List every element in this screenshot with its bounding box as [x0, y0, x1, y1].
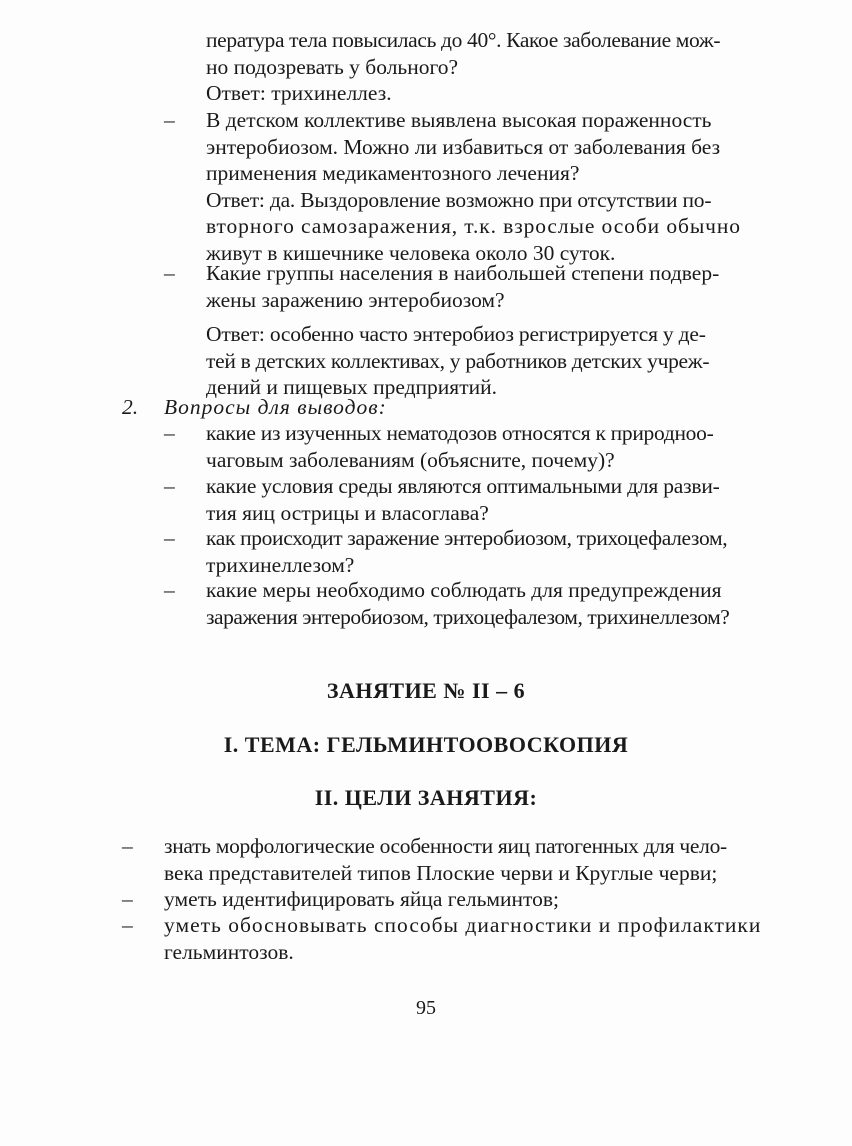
- section-number: 2.: [122, 395, 139, 419]
- text-line: какие условия среды являются оптимальными для разви-: [206, 474, 720, 498]
- text-line: какие из изученных нематодозов относятся к природноо-: [206, 421, 714, 445]
- text-line: жены заражению энтеробиозом?: [206, 287, 505, 312]
- text-line: тия яиц острицы и власоглава?: [206, 500, 489, 525]
- list-dash: –: [164, 578, 175, 602]
- text-line: применения медикаментозного лечения?: [206, 161, 580, 185]
- text-line: гельминтозов.: [164, 939, 294, 964]
- text-line: уметь идентифицировать яйца гельминтов;: [164, 887, 559, 911]
- lesson-title: ЗАНЯТИЕ № II – 6: [326, 678, 526, 703]
- list-dash: –: [122, 834, 133, 858]
- topic-heading: I. ТЕМА: ГЕЛЬМИНТООВОСКОПИЯ: [223, 732, 629, 757]
- text-line: века представителей типов Плоские черви и Круглые черви;: [164, 860, 718, 885]
- text-line: В детском коллективе выявлена высокая пораженность: [206, 108, 712, 132]
- page-number: 95: [416, 997, 436, 1019]
- text-line: знать морфологические особенности яиц патогенных для чело-: [164, 834, 727, 858]
- text-line: энтеробиозом. Можно ли избавиться от заболевания без: [206, 134, 721, 159]
- list-dash: –: [122, 887, 133, 911]
- list-dash: –: [164, 474, 175, 498]
- list-dash: –: [164, 526, 175, 550]
- text-line: Какие группы населения в наибольшей степени подвер-: [206, 261, 720, 285]
- goal-item: [164, 912, 762, 965]
- question-item: [206, 260, 728, 401]
- answer-line: дений и пищевых предприятий.: [206, 375, 497, 399]
- conclusion-item: [206, 525, 728, 578]
- list-dash: –: [164, 421, 175, 445]
- question-continuation: [206, 27, 728, 107]
- section-title: Вопросы для выводов:: [164, 395, 387, 419]
- conclusion-item: [206, 420, 728, 473]
- conclusion-item: [206, 577, 736, 630]
- list-dash: –: [122, 913, 133, 937]
- answer-line: Ответ: особенно часто энтеробиоз регистрируется у де-: [206, 322, 706, 346]
- answer-line: вторного самозаражения, т.к. взрослые особи обычно: [206, 214, 741, 238]
- text-line: пература тела повысилась до 40°. Какое заболевание мож-: [206, 28, 721, 52]
- goal-item: [164, 886, 730, 913]
- list-dash: –: [164, 108, 175, 132]
- text-line: чаговым заболеваниям (объясните, почему)?: [206, 447, 615, 472]
- goal-item: [164, 833, 730, 886]
- answer-line: живут в кишечнике человека около 30 суток.: [206, 240, 616, 265]
- text-line: какие меры необходимо соблюдать для предупреждения: [206, 578, 722, 602]
- list-dash: –: [164, 261, 175, 285]
- text-line: заражения энтеробиозом, трихоцефалезом, трихинеллезом?: [206, 604, 730, 629]
- answer-line: Ответ: трихинеллез.: [206, 81, 392, 105]
- question-item: [206, 107, 741, 266]
- answer-line: тей в детских коллективах, у работников детских учреж-: [206, 348, 710, 373]
- goals-heading: II. ЦЕЛИ ЗАНЯТИЯ:: [314, 785, 538, 810]
- text-line: как происходит заражение энтеробиозом, трихоцефалезом,: [206, 526, 728, 550]
- text-line: но подозревать у больного?: [206, 54, 459, 79]
- answer-line: Ответ: да. Выздоровление возможно при отсутствии по-: [206, 187, 712, 212]
- text-line: уметь обосновывать способы диагностики и профилактики: [164, 913, 762, 937]
- conclusion-item: [206, 473, 728, 526]
- text-line: трихинеллезом?: [206, 552, 355, 577]
